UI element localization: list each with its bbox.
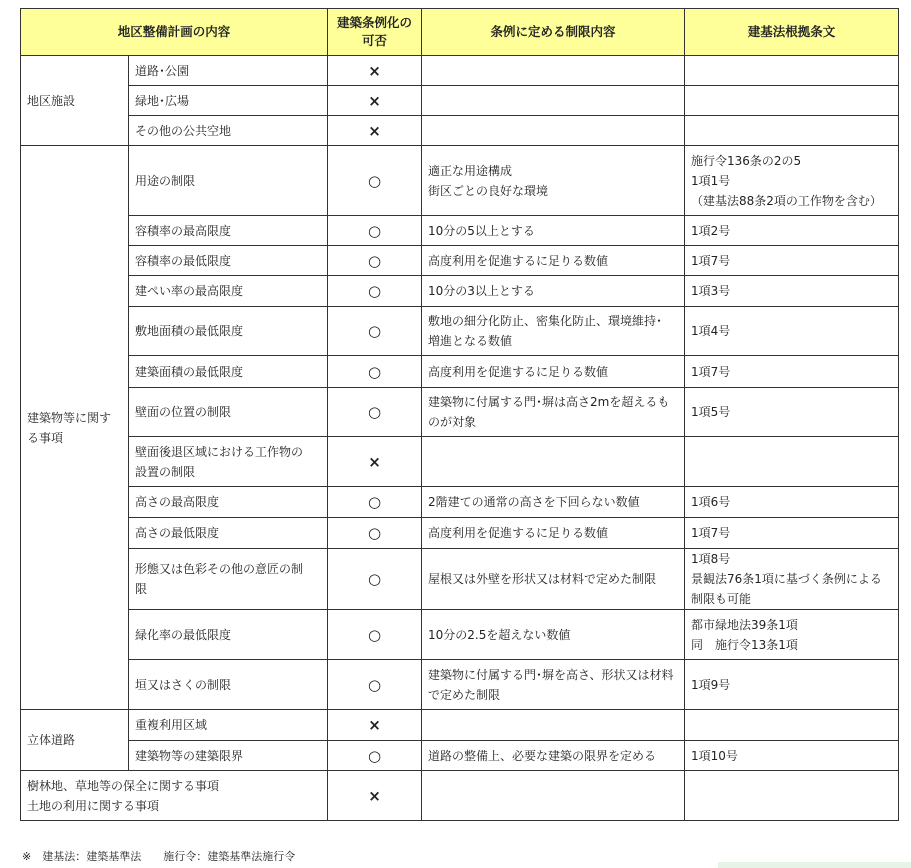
item-cell: 用途の制限 bbox=[129, 146, 328, 216]
ordinance-mark-cell: ○ bbox=[328, 549, 422, 610]
restriction-cell: 高度利用を促進するに足りる数値 bbox=[422, 518, 685, 549]
basis-cell: 施行令136条の2の5 1項1号 （建基法88条2項の工作物を含む） bbox=[685, 146, 899, 216]
restriction-cell: 建築物に付属する門･塀は高さ2mを超えるも のが対象 bbox=[422, 388, 685, 437]
basis-cell: 1項5号 bbox=[685, 388, 899, 437]
ordinance-mark-cell: × bbox=[328, 116, 422, 146]
ordinance-mark-cell: ○ bbox=[328, 610, 422, 660]
basis-cell bbox=[685, 710, 899, 741]
item-cell: 道路･公園 bbox=[129, 56, 328, 86]
ordinance-mark-cell: × bbox=[328, 771, 422, 821]
restriction-cell: 屋根又は外壁を形状又は材料で定めた制限 bbox=[422, 549, 685, 610]
table-row bbox=[21, 660, 899, 710]
table-row bbox=[21, 518, 899, 549]
ordinance-mark-cell: × bbox=[328, 86, 422, 116]
restriction-cell: 敷地の細分化防止、密集化防止、環境維持･ 増進となる数値 bbox=[422, 307, 685, 356]
basis-cell bbox=[685, 56, 899, 86]
header-row bbox=[21, 9, 899, 56]
basis-cell: 1項2号 bbox=[685, 216, 899, 246]
ordinance-mark-cell: ○ bbox=[328, 216, 422, 246]
item-cell: 建築面積の最低限度 bbox=[129, 356, 328, 388]
table-body bbox=[21, 56, 899, 821]
table-row bbox=[21, 216, 899, 246]
table-row bbox=[21, 86, 899, 116]
restriction-cell: 適正な用途構成 街区ごとの良好な環境 bbox=[422, 146, 685, 216]
item-cell: 容積率の最低限度 bbox=[129, 246, 328, 276]
basis-cell: 1項3号 bbox=[685, 276, 899, 307]
basis-cell: 1項7号 bbox=[685, 356, 899, 388]
basis-cell: 1項7号 bbox=[685, 518, 899, 549]
item-cell: 壁面の位置の制限 bbox=[129, 388, 328, 437]
table-row bbox=[21, 388, 899, 437]
table-row bbox=[21, 741, 899, 771]
ordinance-mark-cell: ○ bbox=[328, 356, 422, 388]
category-cell: 建築物等に関す る事項 bbox=[21, 146, 129, 710]
basis-cell: 都市緑地法39条1項 同 施行令13条1項 bbox=[685, 610, 899, 660]
basis-cell bbox=[685, 86, 899, 116]
restriction-cell: 建築物に付属する門･塀を高さ、形状又は材料 で定めた制限 bbox=[422, 660, 685, 710]
item-cell: 敷地面積の最低限度 bbox=[129, 307, 328, 356]
ordinance-mark-cell: ○ bbox=[328, 487, 422, 518]
header-legal-basis: 建基法根拠条文 bbox=[685, 9, 899, 56]
basis-cell: 1項8号 景観法76条1項に基づく条例による 制限も可能 bbox=[685, 549, 899, 610]
restriction-cell bbox=[422, 771, 685, 821]
restriction-cell bbox=[422, 116, 685, 146]
ordinance-mark-cell: ○ bbox=[328, 741, 422, 771]
ordinance-mark-cell: × bbox=[328, 56, 422, 86]
item-cell: 壁面後退区域における工作物の 設置の制限 bbox=[129, 437, 328, 487]
basis-cell bbox=[685, 437, 899, 487]
basis-cell bbox=[685, 771, 899, 821]
item-cell: 容積率の最高限度 bbox=[129, 216, 328, 246]
table-row bbox=[21, 549, 899, 610]
restriction-cell: 10分の2.5を超えない数値 bbox=[422, 610, 685, 660]
restriction-cell: 10分の3以上とする bbox=[422, 276, 685, 307]
table-row bbox=[21, 246, 899, 276]
basis-cell: 1項10号 bbox=[685, 741, 899, 771]
category-cell: 地区施設 bbox=[21, 56, 129, 146]
table-row bbox=[21, 356, 899, 388]
header-restriction-content: 条例に定める制限内容 bbox=[422, 9, 685, 56]
item-cell: 重複利用区域 bbox=[129, 710, 328, 741]
item-cell: 建築物等の建築限界 bbox=[129, 741, 328, 771]
table-row bbox=[21, 276, 899, 307]
footnote: ※ 建基法：建築基準法 施行令：建築基準法施行令 bbox=[22, 850, 296, 863]
restriction-cell bbox=[422, 56, 685, 86]
restriction-cell bbox=[422, 437, 685, 487]
basis-cell: 1項4号 bbox=[685, 307, 899, 356]
table-row bbox=[21, 487, 899, 518]
table-row bbox=[21, 437, 899, 487]
ordinance-mark-cell: ○ bbox=[328, 388, 422, 437]
item-cell: 緑化率の最低限度 bbox=[129, 610, 328, 660]
restriction-cell: 10分の5以上とする bbox=[422, 216, 685, 246]
basis-cell: 1項9号 bbox=[685, 660, 899, 710]
ordinance-mark-cell: ○ bbox=[328, 660, 422, 710]
corner-decoration bbox=[718, 862, 911, 868]
restriction-cell: 高度利用を促進するに足りる数値 bbox=[422, 356, 685, 388]
ordinance-mark-cell: × bbox=[328, 710, 422, 741]
item-cell: その他の公共空地 bbox=[129, 116, 328, 146]
restriction-cell: 高度利用を促進するに足りる数値 bbox=[422, 246, 685, 276]
restriction-cell bbox=[422, 86, 685, 116]
restriction-cell bbox=[422, 710, 685, 741]
ordinance-mark-cell: ○ bbox=[328, 276, 422, 307]
item-cell: 緑地･広場 bbox=[129, 86, 328, 116]
ordinance-mark-cell: ○ bbox=[328, 518, 422, 549]
basis-cell bbox=[685, 116, 899, 146]
restriction-cell: 2階建ての通常の高さを下回らない数値 bbox=[422, 487, 685, 518]
restriction-cell: 道路の整備上、必要な建築の限界を定める bbox=[422, 741, 685, 771]
regulation-table-container bbox=[20, 8, 899, 821]
category-cell: 立体道路 bbox=[21, 710, 129, 771]
table-row bbox=[21, 771, 899, 821]
item-cell: 建ぺい率の最高限度 bbox=[129, 276, 328, 307]
table-row bbox=[21, 146, 899, 216]
item-cell: 高さの最高限度 bbox=[129, 487, 328, 518]
basis-cell: 1項7号 bbox=[685, 246, 899, 276]
header-plan-content: 地区整備計画の内容 bbox=[21, 9, 328, 56]
table-row bbox=[21, 307, 899, 356]
regulation-table bbox=[20, 8, 899, 821]
ordinance-mark-cell: ○ bbox=[328, 146, 422, 216]
ordinance-mark-cell: × bbox=[328, 437, 422, 487]
category-cell: 樹林地、草地等の保全に関する事項 土地の利用に関する事項 bbox=[21, 771, 328, 821]
table-row bbox=[21, 610, 899, 660]
item-cell: 高さの最低限度 bbox=[129, 518, 328, 549]
ordinance-mark-cell: ○ bbox=[328, 246, 422, 276]
ordinance-mark-cell: ○ bbox=[328, 307, 422, 356]
table-row bbox=[21, 710, 899, 741]
table-row bbox=[21, 116, 899, 146]
basis-cell: 1項6号 bbox=[685, 487, 899, 518]
table-row bbox=[21, 56, 899, 86]
item-cell: 垣又はさくの制限 bbox=[129, 660, 328, 710]
item-cell: 形態又は色彩その他の意匠の制 限 bbox=[129, 549, 328, 610]
header-ordinance-possibility: 建築条例化の 可否 bbox=[328, 9, 422, 56]
